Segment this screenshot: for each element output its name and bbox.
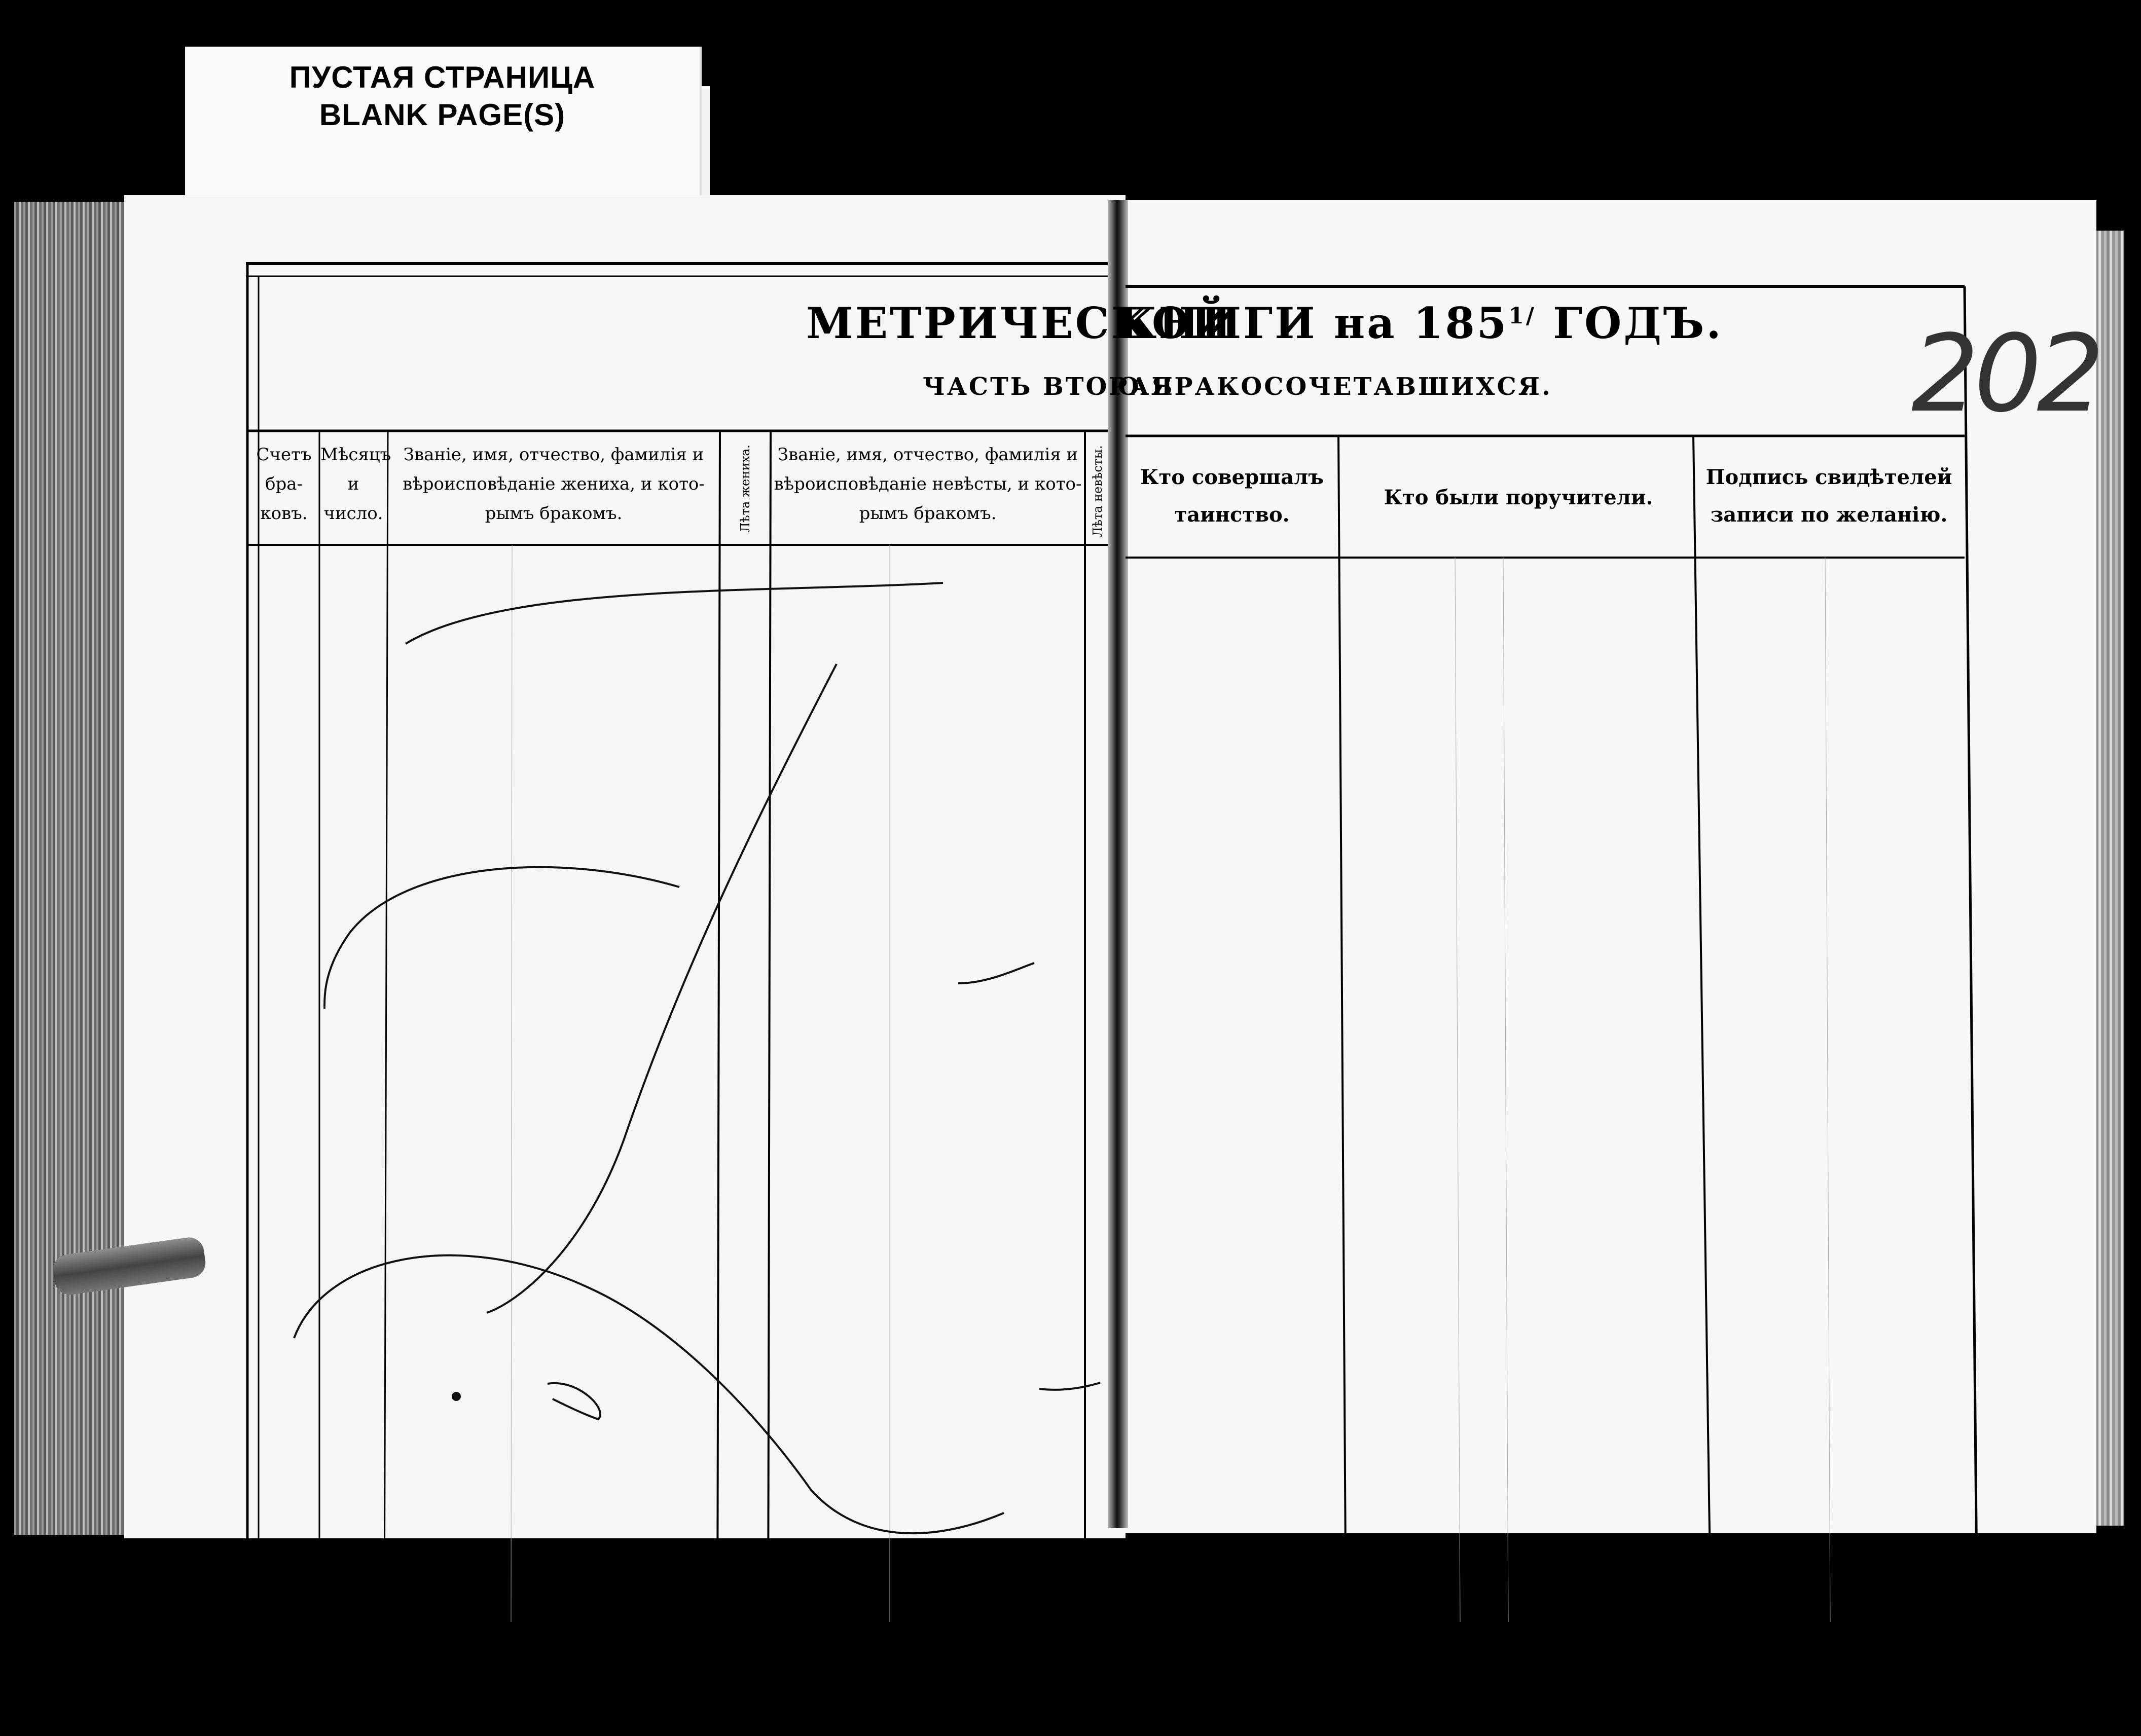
header-col-officiant bbox=[1128, 459, 1336, 534]
subtitle-right-part: О БРАКОСОЧЕТАВШИХСЯ. bbox=[1118, 373, 1552, 401]
header-line: таинство. bbox=[1174, 503, 1290, 527]
header-line: Мѣсяцъ bbox=[320, 445, 391, 465]
label-line-2: BLANK PAGE(S) bbox=[319, 98, 566, 132]
header-line: бра- bbox=[265, 474, 303, 494]
header-line: Счетъ bbox=[256, 445, 312, 465]
header-col-bride-age: Лѣта невѣсты. bbox=[1091, 445, 1105, 537]
header-col-month bbox=[320, 440, 391, 528]
header-col-guarantors bbox=[1344, 479, 1693, 516]
header-line: и bbox=[347, 474, 359, 494]
page-number: 202 bbox=[1911, 312, 2099, 436]
label-line-1: ПУСТАЯ СТРАНИЦА bbox=[289, 60, 596, 94]
header-line: рымъ бракомъ. bbox=[485, 503, 623, 524]
header-line: ковъ. bbox=[260, 503, 308, 524]
header-col-count bbox=[249, 440, 318, 528]
header-line: записи по желанію. bbox=[1710, 503, 1948, 527]
title-tail: ГОДЪ. bbox=[1536, 298, 1723, 348]
header-line: число. bbox=[323, 503, 383, 524]
header-line: вѣроисповѣданіе невѣсты, и кото- bbox=[774, 474, 1082, 494]
header-col-bride bbox=[772, 440, 1084, 528]
header-line: вѣроисповѣданіе жениха, и кото- bbox=[403, 474, 705, 494]
title-year-suffix: 1/ bbox=[1508, 303, 1536, 329]
title-right-part bbox=[1118, 298, 1723, 348]
header-line: рымъ бракомъ. bbox=[859, 503, 997, 524]
header-line: Кто совершалъ bbox=[1140, 465, 1324, 489]
subtitle-left-part: ЧАСТЬ ВТОРАЯ bbox=[923, 373, 1175, 401]
header-col-groom-age: Лѣта жениха. bbox=[738, 445, 752, 533]
title-right-text: КНИГИ на 185 bbox=[1118, 298, 1509, 348]
header-line: Кто были поручители. bbox=[1384, 486, 1653, 509]
header-line: Подпись свидѣтелей bbox=[1705, 465, 1952, 489]
title-left-part: МЕТРИЧЕСКОЙ bbox=[806, 298, 1233, 348]
header-line: Званіе, имя, отчество, фамилія и bbox=[403, 445, 704, 465]
header-line: Званіе, имя, отчество, фамилія и bbox=[777, 445, 1078, 465]
header-col-witnesses bbox=[1696, 459, 1962, 534]
header-col-groom bbox=[389, 440, 718, 528]
